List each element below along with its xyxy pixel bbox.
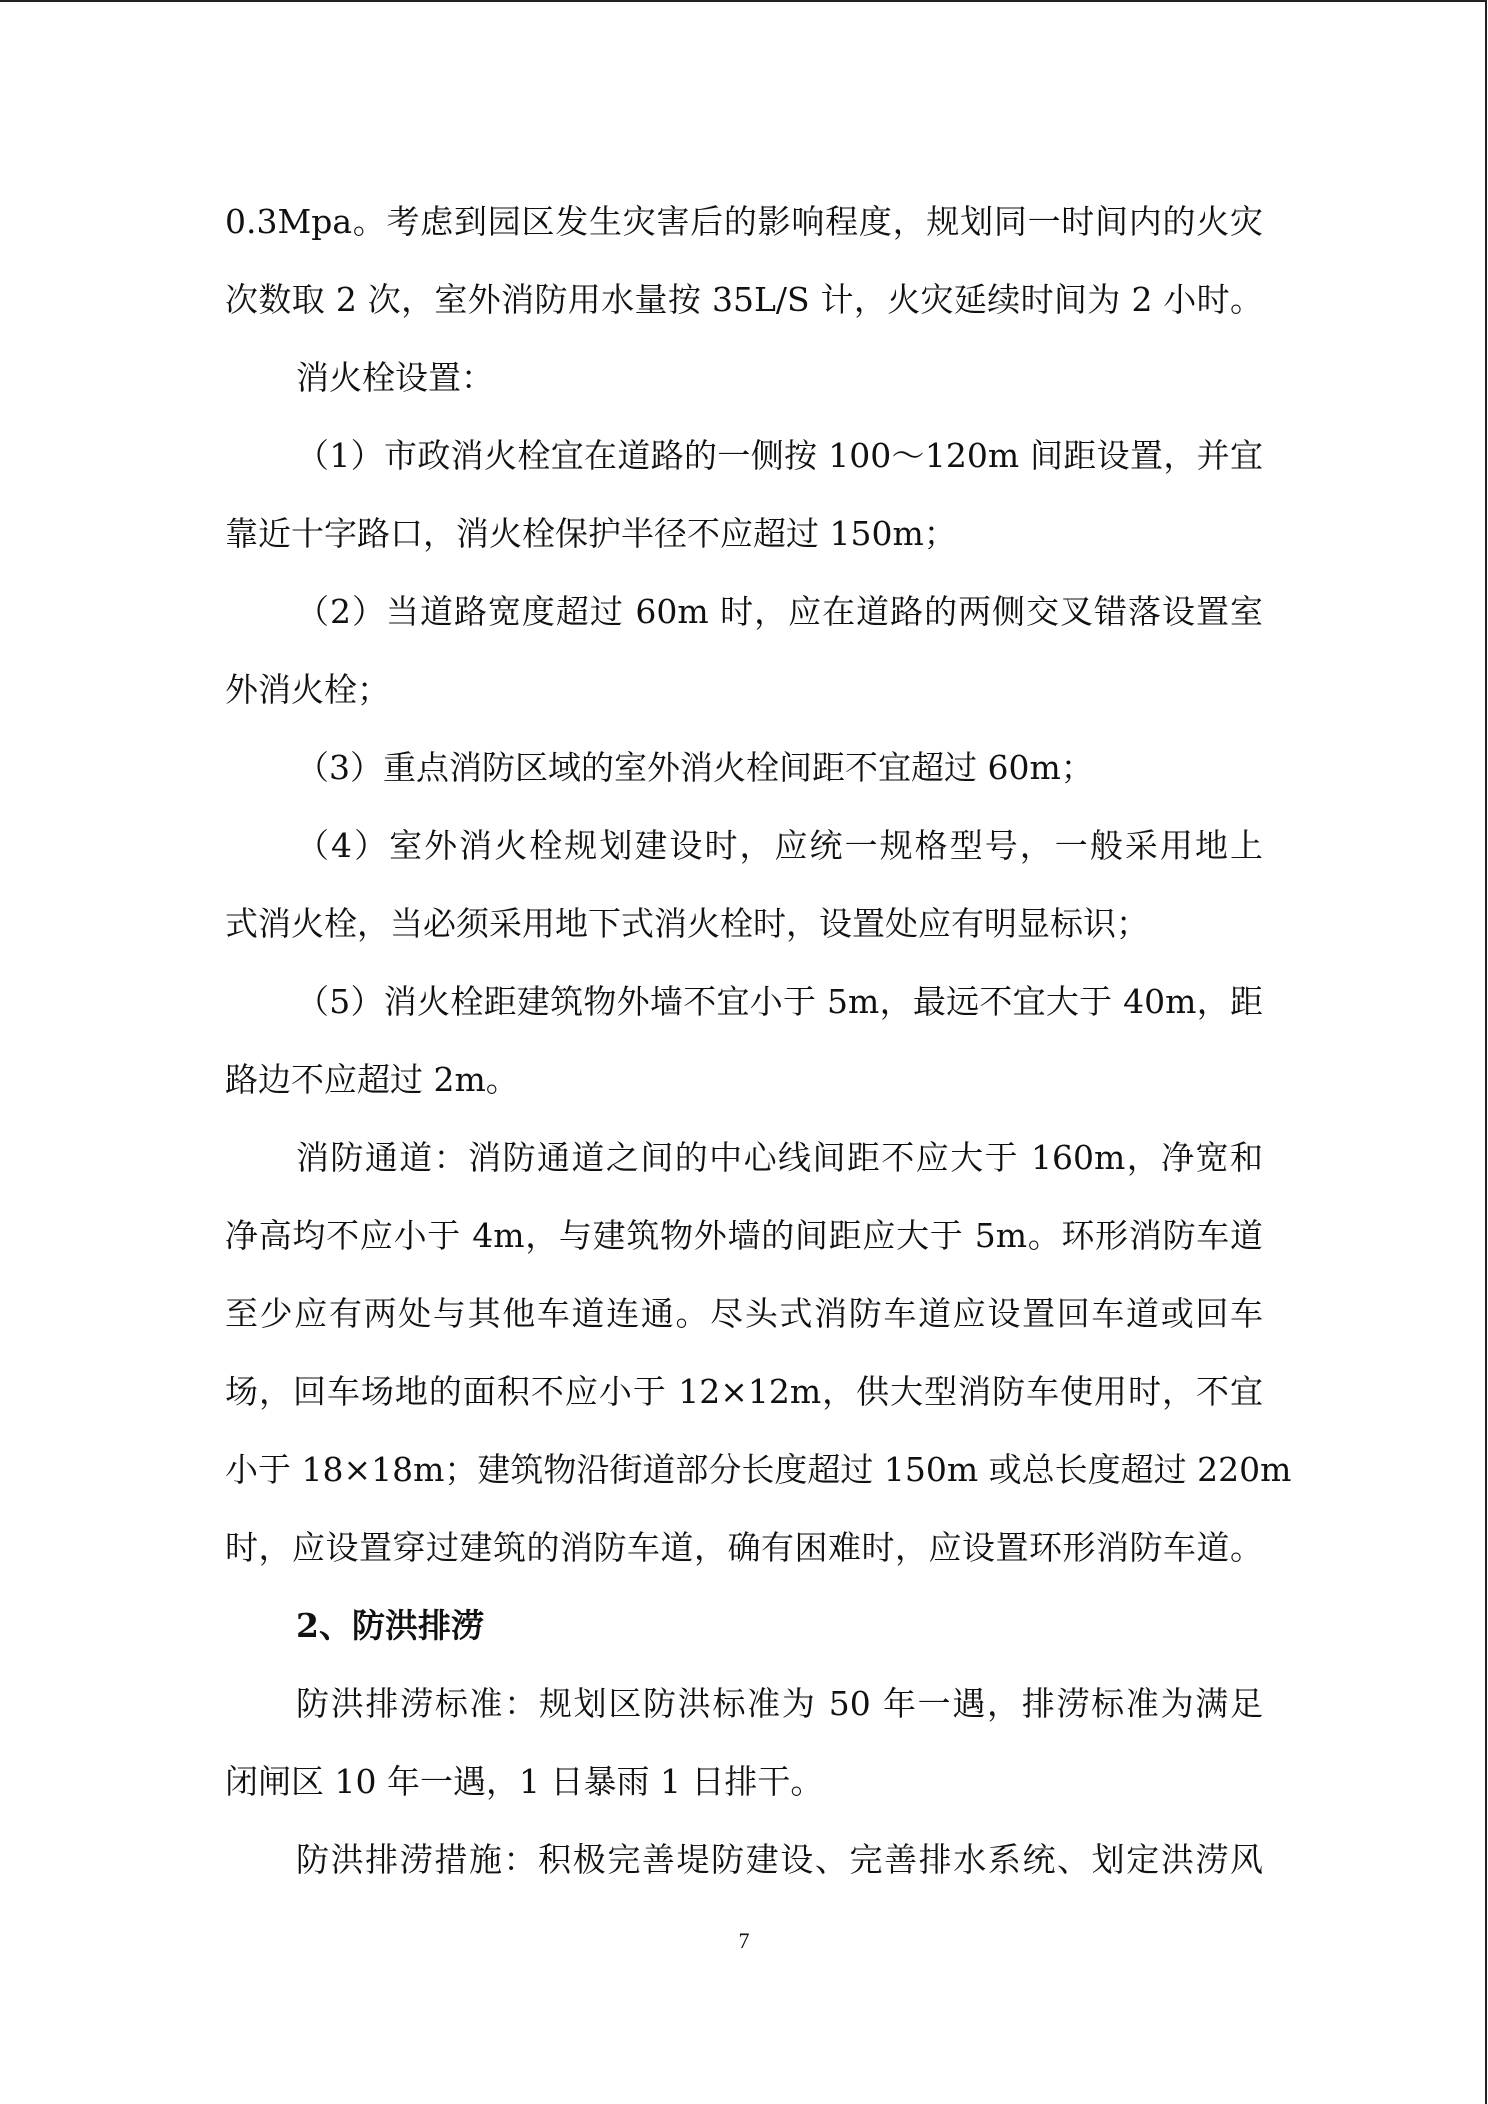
text-line: 次数取 2 次，室外消防用水量按 35L/S 计，火灾延续时间为 2 小时。 [225,280,1263,319]
text-line: 防洪排涝措施：积极完善堤防建设、完善排水系统、划定洪涝风 [296,1840,1263,1879]
text-line: 外消火栓； [225,670,390,709]
text-line: （5）消火栓距建筑物外墙不宜小于 5m，最远不宜大于 40m，距 [296,982,1263,1021]
text-line: （2）当道路宽度超过 60m 时，应在道路的两侧交叉错落设置室 [296,592,1263,631]
text-line: 式消火栓，当必须采用地下式消火栓时，设置处应有明显标识； [225,904,1149,943]
section-heading: 2、防洪排涝 [296,1606,484,1645]
text-line: 时，应设置穿过建筑的消防车道，确有困难时，应设置环形消防车道。 [225,1528,1263,1567]
text-line: 靠近十字路口，消火栓保护半径不应超过 150m； [225,514,957,553]
text-line: 消防通道：消防通道之间的中心线间距不应大于 160m，净宽和 [296,1138,1263,1177]
text-line: 闭闸区 10 年一遇，1 日暴雨 1 日排干。 [225,1762,824,1801]
text-line: （1）市政消火栓宜在道路的一侧按 100～120m 间距设置，并宜 [296,436,1263,475]
page-number: 7 [738,1928,750,1953]
text-line: 净高均不应小于 4m，与建筑物外墙的间距应大于 5m。环形消防车道 [225,1216,1263,1255]
text-line: 场，回车场地的面积不应小于 12×12m，供大型消防车使用时，不宜 [225,1372,1263,1411]
text-line: 至少应有两处与其他车道连通。尽头式消防车道应设置回车道或回车 [225,1294,1263,1333]
text-line: 消火栓设置： [296,358,494,397]
text-line: 0.3Mpa。考虑到园区发生灾害后的影响程度，规划同一时间内的火灾 [225,202,1263,241]
text-line: 小于 18×18m；建筑物沿街道部分长度超过 150m 或总长度超过 220m [225,1450,1292,1489]
text-line: 防洪排涝标准：规划区防洪标准为 50 年一遇，排涝标准为满足 [296,1684,1263,1723]
text-line: （3）重点消防区域的室外消火栓间距不宜超过 60m； [296,748,1094,787]
text-line: 路边不应超过 2m。 [225,1060,519,1099]
text-line: （4）室外消火栓规划建设时，应统一规格型号，一般采用地上 [296,826,1263,865]
